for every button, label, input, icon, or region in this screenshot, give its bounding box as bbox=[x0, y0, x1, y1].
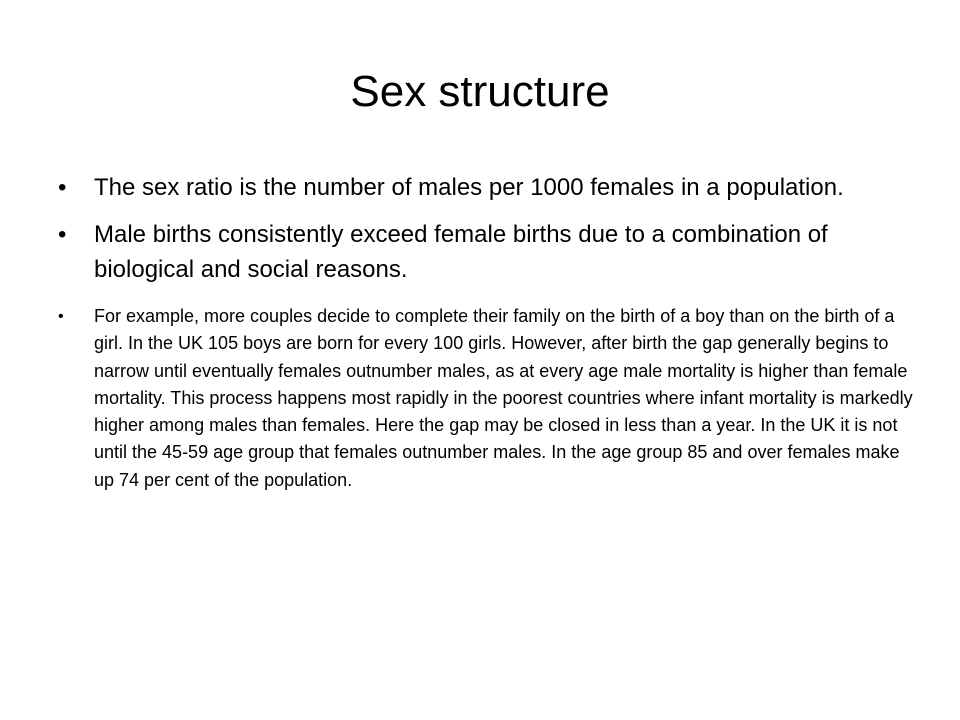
bullet-marker: • bbox=[58, 308, 64, 325]
bullet-text: For example, more couples decide to complete their family on the birth of a boy than on the birth of a girl. In the UK 105 boys are born for every 100 girls. However, after birth the gap generally begins to narrow until eventually females outnumber males, as at every age male mortality is higher than female mortality. This process happens most rapidly in the poorest countries where infant mortality is markedly higher among males than females. Here the gap may be closed in less than a year. In the UK it is not until the 45-59 age group that females outnumber males. In the age group 85 and over females make up 74 per cent of the population. bbox=[94, 306, 913, 490]
bullet-item-male-births bbox=[58, 217, 888, 287]
slide-title: Sex structure bbox=[350, 67, 610, 116]
bullet-item-example bbox=[58, 303, 914, 494]
bullet-list bbox=[58, 170, 913, 494]
bullet-item-sex-ratio bbox=[58, 170, 888, 205]
bullet-text: The sex ratio is the number of males per 1000 females in a population. bbox=[94, 174, 844, 201]
bullet-marker: • bbox=[58, 221, 67, 248]
bullet-text: Male births consistently exceed female births due to a combination of biological and social reasons. bbox=[94, 221, 828, 283]
bullet-marker: • bbox=[58, 174, 67, 201]
